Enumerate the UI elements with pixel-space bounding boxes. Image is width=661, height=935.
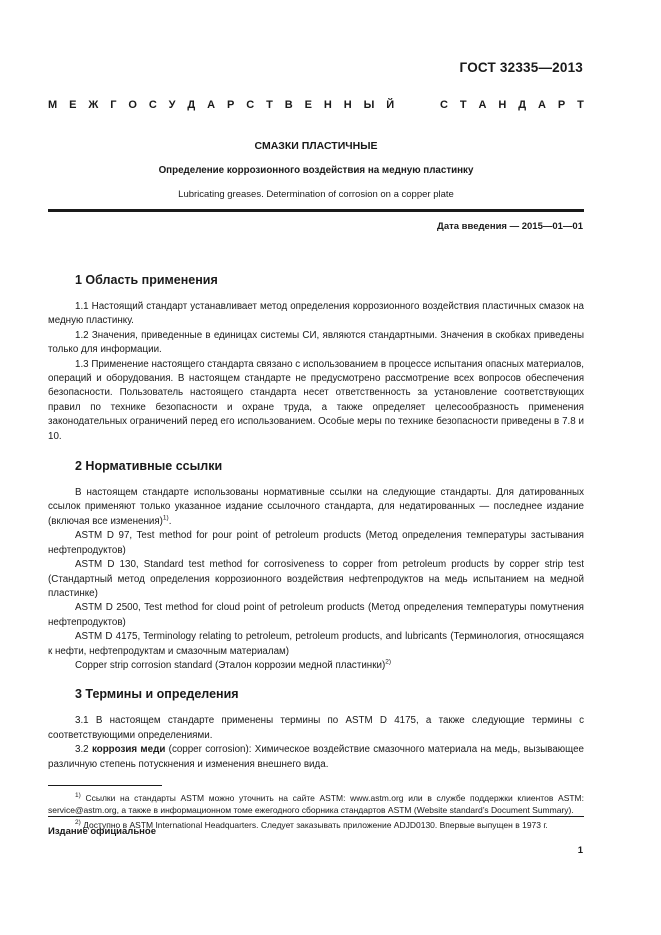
reference-item: ASTM D 4175, Terminology relating to petroleum, petroleum products, and lubricants (Терминология, относящаяся к нефти, нефтепродуктам и смазочным материалам) bbox=[48, 631, 584, 657]
title-divider bbox=[48, 209, 584, 212]
banner-letter: Т bbox=[266, 99, 273, 111]
banner-letter: Е bbox=[304, 99, 312, 111]
reference-item: ASTM D 130, Standard test method for corrosiveness to copper from petroleum products by copper strip test (Стандартный метод определения коррозионного воздействия нефтепродуктов на медь испытанием на медной пластинке) bbox=[48, 559, 584, 599]
footnote-mark: 2) bbox=[75, 819, 81, 827]
banner-letter: Й bbox=[386, 99, 395, 111]
section-normative-references bbox=[48, 458, 584, 673]
banner-letter: Д bbox=[518, 99, 527, 111]
gost-code: ГОСТ 32335—2013 bbox=[459, 60, 583, 75]
footnote-mark: 1) bbox=[75, 792, 81, 800]
footnote-text: Доступно в ASTM International Headquarters. Следует заказывать приложение ADJD0130. Впервые выпущен в 1973 г. bbox=[80, 819, 548, 830]
banner-letter: А bbox=[537, 99, 546, 111]
document-subtitle: Определение коррозионного воздействия на медную пластинку bbox=[158, 165, 474, 176]
term-definition: (copper corrosion): Химическое воздействие смазочного материала на медь, вызывающее различную степень потускнения и изменения внешнего вида. bbox=[48, 744, 584, 770]
document-title: СМАЗКИ ПЛАСТИЧНЫЕ bbox=[254, 140, 378, 152]
banner-letter: А bbox=[478, 99, 487, 111]
banner-letter: Г bbox=[110, 99, 117, 111]
footnote-1 bbox=[48, 792, 584, 816]
banner-letter: Н bbox=[343, 99, 352, 111]
reference-item: ASTM D 97, Test method for pour point of petroleum products (Метод определения температуры застывания нефтепродуктов) bbox=[48, 530, 584, 556]
banner-letter: Н bbox=[323, 99, 332, 111]
banner-letter: Р bbox=[227, 99, 235, 111]
section-heading: 1 Область применения bbox=[75, 273, 218, 287]
banner-letter: Р bbox=[557, 99, 566, 111]
reference-item bbox=[48, 659, 584, 673]
paragraph: 1.3 Применение настоящего стандарта связано с использованием в процессе испытания опасных материалов, операций и оборудования. В настоящем стандарте не предусмотрено рассмотрение всех вопросов обеспечения безопасности. Пользователь настоящего стандарта несет ответственность за установление соответствующих правил по технике безопасности и охране труда, а также определяет целесообразность применения законодательных ограничений перед его использованием. Особые меры по технике безопасности приведены в 7.8 и 10. bbox=[48, 358, 584, 442]
banner-letter: С bbox=[148, 99, 157, 111]
paragraph bbox=[48, 743, 584, 772]
term-name: коррозия меди bbox=[91, 744, 166, 756]
paragraph: 3.1 В настоящем стандарте применены термины по ASTM D 4175, а также следующие термины с соответствующими определениями. bbox=[48, 715, 584, 741]
edition-label: Издание официальное bbox=[48, 826, 156, 837]
banner-letter: С bbox=[440, 99, 448, 111]
paragraph: 1.2 Значения, приведенные в единицах системы СИ, являются стандартными. Значения в скобках приведены только для информации. bbox=[48, 329, 584, 356]
reference-item: ASTM D 2500, Test method for cloud point of petroleum products (Метод определения температуры помутнения нефтепродуктов) bbox=[48, 602, 584, 628]
banner-letter: Д bbox=[187, 99, 196, 111]
standard-type-banner bbox=[48, 99, 584, 111]
section-terms-definitions bbox=[48, 686, 584, 772]
term-number: 3.2 bbox=[75, 744, 92, 756]
paragraph bbox=[48, 486, 584, 529]
paragraph-end: . bbox=[168, 515, 172, 527]
paragraph: 1.1 Настоящий стандарт устанавливает метод определения коррозионного воздействия пластичных смазок на медную пластинку. bbox=[48, 301, 584, 327]
footnote-ref[interactable]: 1) bbox=[162, 514, 169, 522]
banner-letter: С bbox=[246, 99, 255, 111]
reference-text: Copper strip corrosion standard (Эталон коррозии медной пластинки) bbox=[75, 659, 386, 671]
footnote-divider bbox=[48, 785, 162, 786]
banner-letter: М bbox=[48, 99, 58, 111]
banner-letter: А bbox=[207, 99, 216, 111]
document-body bbox=[48, 272, 584, 831]
introduction-date: Дата введения — 2015—01—01 bbox=[437, 221, 583, 232]
section-heading: 3 Термины и определения bbox=[75, 687, 239, 702]
page-number: 1 bbox=[577, 845, 583, 856]
section-heading: 2 Нормативные ссылки bbox=[75, 459, 223, 474]
paragraph-text: В настоящем стандарте использованы нормативные ссылки на следующие стандарты. Для датированных ссылок применяют только указанное издание ссылочного стандарта, для недатированных — последнее издание (включая все изменения) bbox=[48, 487, 584, 527]
footer-divider bbox=[48, 816, 584, 817]
banner-letter: Ы bbox=[363, 99, 375, 111]
banner-letter: О bbox=[128, 99, 137, 111]
banner-letter: В bbox=[284, 99, 293, 111]
banner-letter: Т bbox=[577, 99, 584, 111]
banner-letter: Т bbox=[459, 99, 467, 111]
document-title-english: Lubricating greases. Determination of corrosion on a copper plate bbox=[178, 189, 454, 200]
footnote-ref[interactable]: 2) bbox=[385, 658, 391, 666]
section-scope bbox=[48, 272, 584, 444]
banner-letter: У bbox=[168, 99, 176, 111]
footnote-text: Ссылки на стандарты ASTM можно уточнить на сайте ASTM: www.astm.org или в службе поддержки клиентов ASTM: service@astm.org, а также в информационном томе ежегодного сборника стандартов ASTM (Website standard’s Document Summary). bbox=[48, 792, 584, 815]
banner-letter: Ж bbox=[88, 99, 99, 111]
banner-letter: Н bbox=[498, 99, 507, 111]
banner-gap bbox=[406, 99, 428, 111]
banner-letter: Е bbox=[69, 99, 77, 111]
